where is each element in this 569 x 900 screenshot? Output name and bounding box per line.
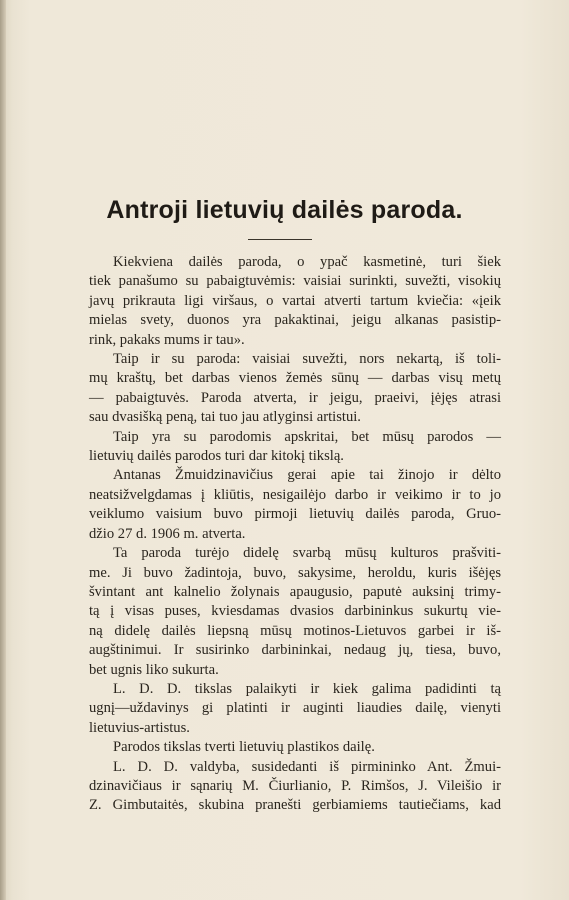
text-line: Antanas Žmuidzinavičius gerai apie tai žinojo ir dėlto xyxy=(113,467,501,484)
title-divider xyxy=(248,239,312,240)
text-line: neatsižvelgdamas į kliūtis, nesigailėjo darbo ir veikimo ir to jo xyxy=(89,486,501,503)
text-line: rink, pakaks mums ir tau». xyxy=(89,331,245,348)
text-line: džio 27 d. 1906 m. atverta. xyxy=(89,525,246,542)
text-line: dzinavičiaus ir sąnarių M. Čiurlianio, P. Rimšos, J. Vileišio ir xyxy=(89,777,501,794)
text-line: me. Ji buvo žadintoja, buvo, sakysime, heroldu, kuris išėjęs xyxy=(89,564,501,581)
text-line: Taip ir su paroda: vaisiai suvežti, nors nekartą, iš toli- xyxy=(113,351,501,368)
page-title: Antroji lietuvių dailės paroda. xyxy=(106,196,463,224)
text-line: — pabaigtuvės. Paroda atverta, ir jeigu, praeivi, įėjęs atrasi xyxy=(89,389,501,406)
text-line: lietuvių dailės parodos turi dar kitokį tikslą. xyxy=(89,448,344,465)
text-line: tą į visas puses, kviesdamas dvasios darbininkus sukurtų vie- xyxy=(89,603,501,620)
page-binding-edge xyxy=(0,0,6,900)
text-line: veiklumo vaisium buvo pirmoji lietuvių dailės paroda, Gruo- xyxy=(89,506,501,523)
text-line: L. D. D. valdyba, susidedanti iš pirmininko Ant. Žmui- xyxy=(113,758,501,775)
text-line: Parodos tikslas tverti lietuvių plastikos dailę. xyxy=(113,739,375,756)
text-line: ną didelę dailės liepsną mūsų motinos-Lietuvos garbei ir iš- xyxy=(89,622,501,639)
text-line: Z. Gimbutaitės, skubina pranešti gerbiamiems tautiečiams, kad xyxy=(89,797,501,814)
text-line: Kiekviena dailės paroda, o ypač kasmetinė, turi šiek xyxy=(113,254,501,270)
text-line: augštinimui. Ir susirinko darbininkai, nedaug jų, tiesa, buvo, xyxy=(89,642,501,659)
body-text xyxy=(89,253,501,816)
text-line: švintant ant kalnelio žolynais apaugusio, paputė auksinį trimy- xyxy=(89,583,501,600)
text-line: lietuvius-artistus. xyxy=(89,719,190,736)
text-line: Ta paroda turėjo didelę svarbą mūsų kulturos prašviti- xyxy=(113,545,501,562)
text-line: L. D. D. tikslas palaikyti ir kiek galima padidinti tą xyxy=(113,680,501,697)
text-line: sau dvasišką peną, tai tuo jau atlyginsi artistui. xyxy=(89,409,361,426)
text-line: javų prikrauta ligi viršaus, o vartai atverti tartum kviečia: «įeik xyxy=(89,292,501,309)
text-line: ugnį—uždavinys gi platinti ir auginti liaudies dailę, vienyti xyxy=(89,700,501,717)
text-line: mų kraštų, bet darbas vienos žemės sūnų — darbas visų metų xyxy=(89,370,501,387)
text-line: bet ugnis liko sukurta. xyxy=(89,661,219,678)
text-line: tiek panašumo su pabaigtuvėmis: vaisiai surinkti, suvežti, visokių xyxy=(89,273,501,290)
text-line: Taip yra su parodomis apskritai, bet mūsų parodos — xyxy=(113,428,501,445)
text-line: mielas svety, duonos yra pakaktinai, jeigu alkanas pasistip- xyxy=(89,312,501,329)
